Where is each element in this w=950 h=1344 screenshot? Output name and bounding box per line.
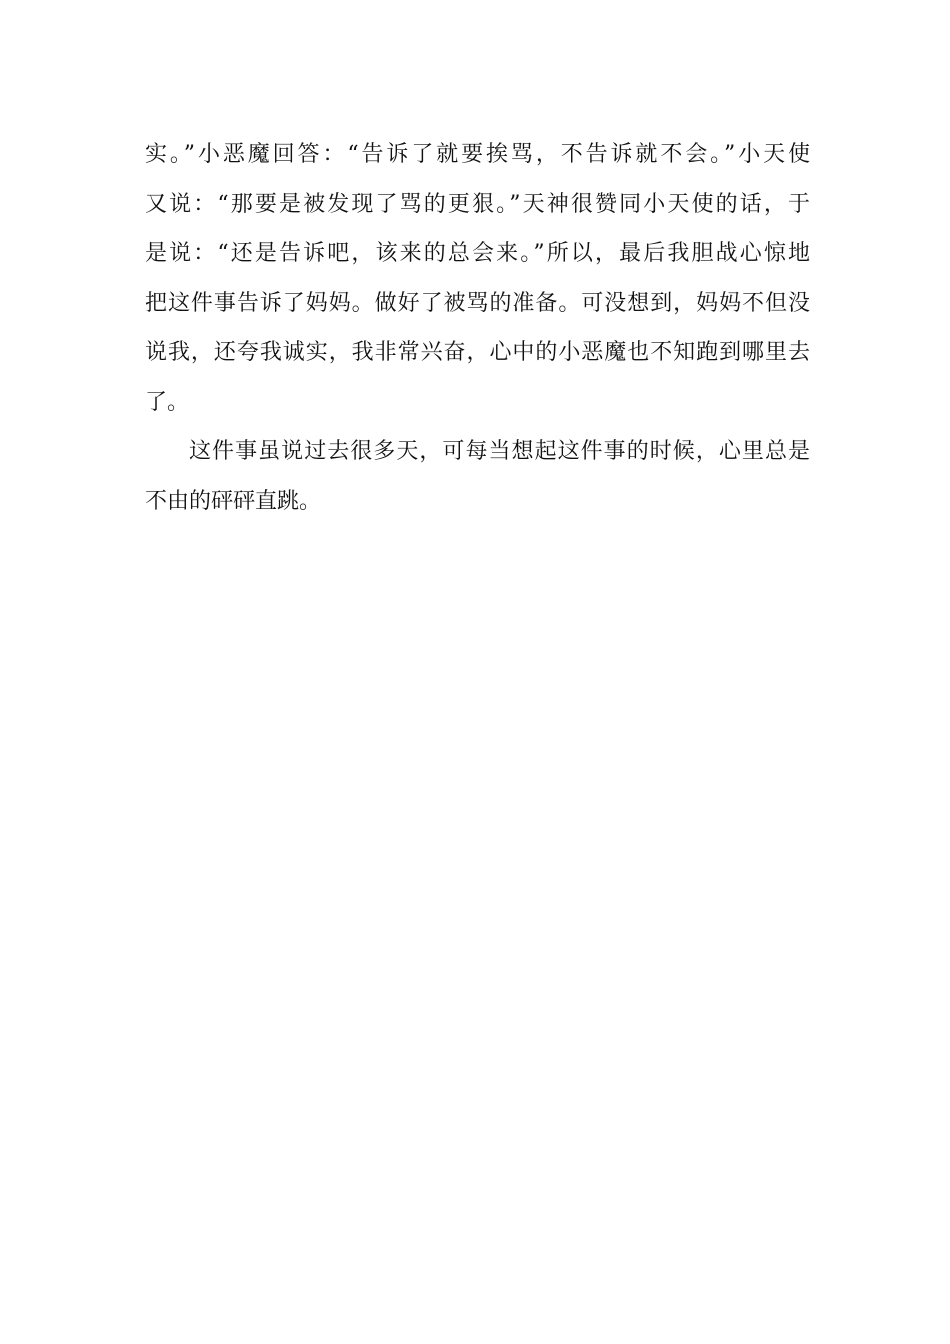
text-line: 是说：“还是告诉吧，该来的总会来。”所以，最后我胆战心惊地 (145, 241, 810, 266)
text-line: 实。”小恶魔回答：“告诉了就要挨骂，不告诉就不会。”小天使 (145, 142, 810, 167)
text-line: 把这件事告诉了妈妈。做好了被骂的准备。可没想到，妈妈不但没 (145, 290, 810, 316)
document-body (145, 130, 810, 526)
text-line: 说我，还夸我诚实，我非常兴奋，心中的小恶魔也不知跑到哪里去 (145, 340, 810, 365)
paragraph-1 (145, 130, 810, 427)
text-line: 又说：“那要是被发现了骂的更狠。”天神很赞同小天使的话，于 (145, 191, 810, 217)
paragraph-2 (145, 427, 810, 526)
text-line: 了。 (145, 389, 190, 415)
text-line: 不由的砰砰直跳。 (145, 488, 322, 514)
text-line: 这件事虽说过去很多天，可每当想起这件事的时候，心里总是 (189, 439, 810, 464)
